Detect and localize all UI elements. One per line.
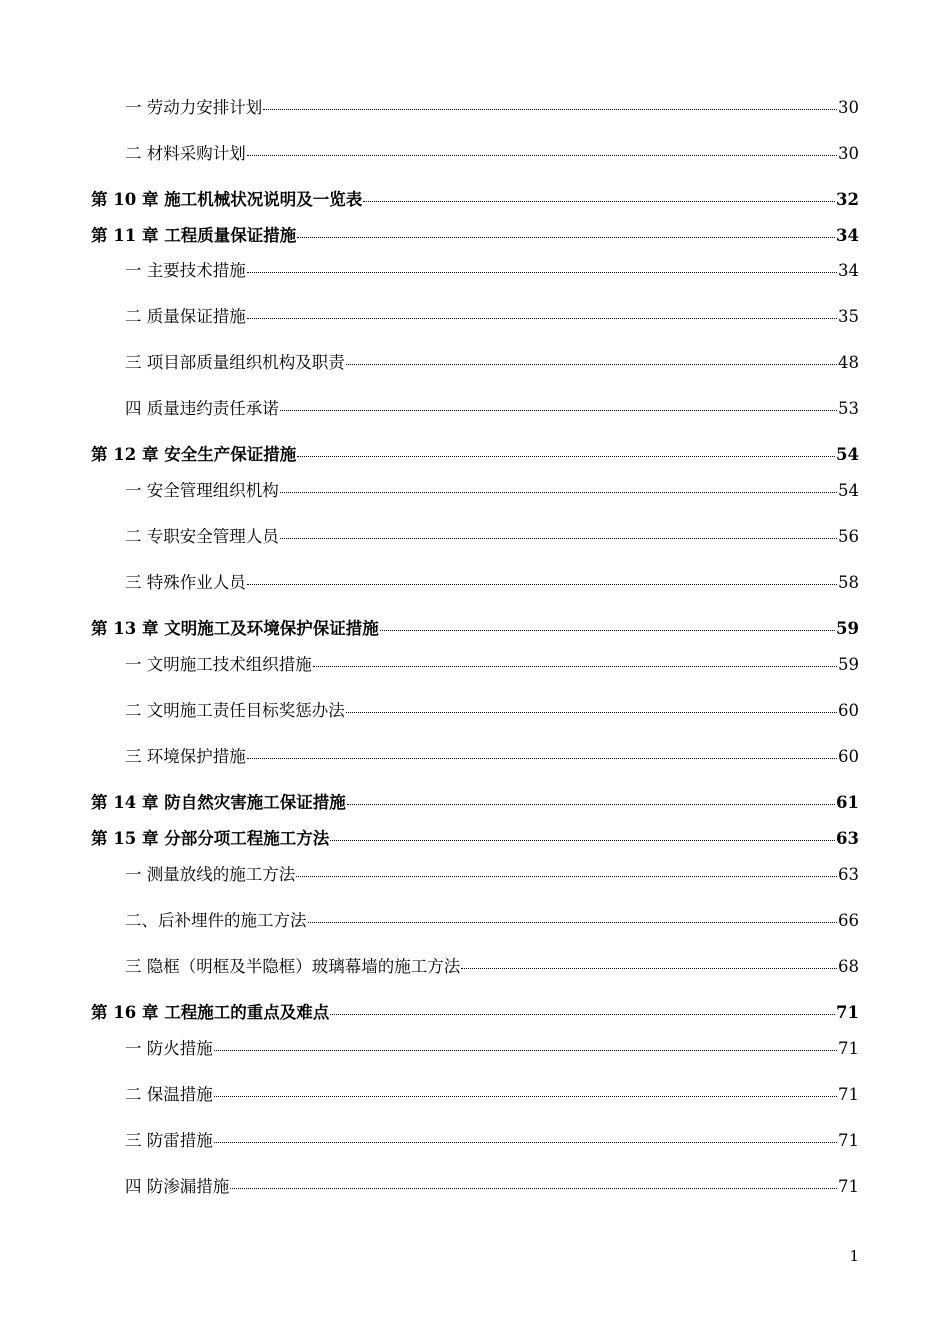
toc-dot-leader [214,1050,837,1051]
toc-entry-page: 68 [838,957,859,976]
toc-entry-page: 58 [838,573,859,592]
toc-entry-page: 71 [838,1085,859,1104]
toc-section-entry[interactable] [125,654,859,676]
toc-dot-leader [247,318,837,319]
toc-dot-leader [280,410,837,411]
toc-section-entry[interactable] [125,1130,859,1152]
toc-section-entry[interactable] [125,526,859,548]
toc-dot-leader [214,1142,837,1143]
toc-entry-page: 61 [836,793,859,812]
toc-dot-leader [280,538,837,539]
toc-dot-leader [296,876,837,877]
toc-entry-label: 第 14 章 防自然灾害施工保证措施 [91,793,346,812]
toc-section-entry[interactable] [125,572,859,594]
toc-chapter-entry[interactable] [91,618,859,640]
toc-entry-label: 一 测量放线的施工方法 [125,865,296,884]
toc-dot-leader [347,804,835,805]
toc-entry-label: 一 主要技术措施 [125,261,246,280]
toc-entry-page: 71 [836,1003,859,1022]
toc-entry-label: 二 质量保证措施 [125,307,246,326]
toc-section-entry[interactable] [125,1084,859,1106]
toc-entry-page: 30 [838,144,859,163]
toc-dot-leader [346,364,837,365]
toc-section-entry[interactable] [125,700,859,722]
toc-dot-leader [330,1014,835,1015]
toc-dot-leader [297,237,835,238]
toc-entry-label: 三 项目部质量组织机构及职责 [125,353,345,372]
toc-section-entry[interactable] [125,306,859,328]
toc-section-entry[interactable] [125,398,859,420]
toc-entry-label: 四 防渗漏措施 [125,1177,230,1196]
toc-dot-leader [330,840,835,841]
toc-entry-page: 34 [838,261,859,280]
toc-section-entry[interactable] [125,746,859,768]
toc-entry-page: 59 [838,655,859,674]
toc-entry-page: 48 [838,353,859,372]
toc-entry-page: 60 [838,747,859,766]
toc-entry-page: 35 [838,307,859,326]
toc-entry-page: 32 [836,190,859,209]
toc-entry-label: 一 文明施工技术组织措施 [125,655,312,674]
toc-entry-page: 66 [838,911,859,930]
toc-entry-page: 34 [836,226,859,245]
toc-chapter-entry[interactable] [91,225,859,247]
toc-entry-label: 第 16 章 工程施工的重点及难点 [91,1003,330,1022]
toc-section-entry[interactable] [125,352,859,374]
toc-dot-leader [308,922,838,923]
toc-entry-label: 第 12 章 安全生产保证措施 [91,445,297,464]
toc-entry-label: 第 11 章 工程质量保证措施 [91,226,297,245]
toc-dot-leader [280,492,837,493]
toc-dot-leader [313,666,837,667]
toc-section-entry[interactable] [125,1176,859,1198]
toc-entry-label: 一 劳动力安排计划 [125,98,263,117]
toc-entry-label: 二 保温措施 [125,1085,213,1104]
toc-entry-page: 54 [838,481,859,500]
toc-section-entry[interactable] [125,480,859,502]
toc-dot-leader [363,201,835,202]
toc-entry-label: 一 安全管理组织机构 [125,481,279,500]
toc-dot-leader [247,584,837,585]
toc-dot-leader [247,758,837,759]
toc-entry-label: 三 防雷措施 [125,1131,213,1150]
toc-dot-leader [247,272,837,273]
toc-section-entry[interactable] [125,97,859,119]
toc-entry-page: 71 [838,1039,859,1058]
toc-entry-page: 63 [838,865,859,884]
toc-entry-page: 60 [838,701,859,720]
toc-dot-leader [346,712,837,713]
toc-entry-label: 二 专职安全管理人员 [125,527,279,546]
toc-section-entry[interactable] [125,143,859,165]
toc-entry-page: 56 [838,527,859,546]
toc-section-entry[interactable] [125,956,859,978]
toc-dot-leader [263,109,837,110]
toc-entry-label: 第 15 章 分部分项工程施工方法 [91,829,330,848]
toc-entry-page: 71 [838,1177,859,1196]
toc-dot-leader [297,456,835,457]
toc-entry-label: 三 环境保护措施 [125,747,246,766]
toc-dot-leader [247,155,837,156]
toc-chapter-entry[interactable] [91,792,859,814]
toc-section-entry[interactable] [125,910,859,932]
toc-section-entry[interactable] [125,260,859,282]
toc-entry-page: 59 [836,619,859,638]
toc-chapter-entry[interactable] [91,828,859,850]
toc-dot-leader [214,1096,837,1097]
toc-section-entry[interactable] [125,864,859,886]
toc-entry-page: 30 [838,98,859,117]
toc-dot-leader [461,968,837,969]
toc-chapter-entry[interactable] [91,444,859,466]
toc-entry-label: 二 材料采购计划 [125,144,246,163]
toc-entry-page: 71 [838,1131,859,1150]
toc-entry-page: 53 [838,399,859,418]
toc-chapter-entry[interactable] [91,189,859,211]
toc-entry-page: 54 [836,445,859,464]
toc-entry-label: 二、后补埋件的施工方法 [125,911,307,930]
toc-entry-label: 第 13 章 文明施工及环境保护保证措施 [91,619,379,638]
toc-entry-label: 二 文明施工责任目标奖惩办法 [125,701,345,720]
toc-entry-label: 三 特殊作业人员 [125,573,246,592]
toc-section-entry[interactable] [125,1038,859,1060]
page-number: 1 [849,1247,859,1265]
toc-entry-label: 第 10 章 施工机械状况说明及一览表 [91,190,363,209]
toc-entry-label: 四 质量违约责任承诺 [125,399,279,418]
toc-dot-leader [230,1188,837,1189]
toc-dot-leader [380,630,835,631]
toc-entry-label: 一 防火措施 [125,1039,213,1058]
toc-entry-page: 63 [836,829,859,848]
toc-chapter-entry[interactable] [91,1002,859,1024]
toc-entry-label: 三 隐框（明框及半隐框）玻璃幕墙的施工方法 [125,957,461,976]
